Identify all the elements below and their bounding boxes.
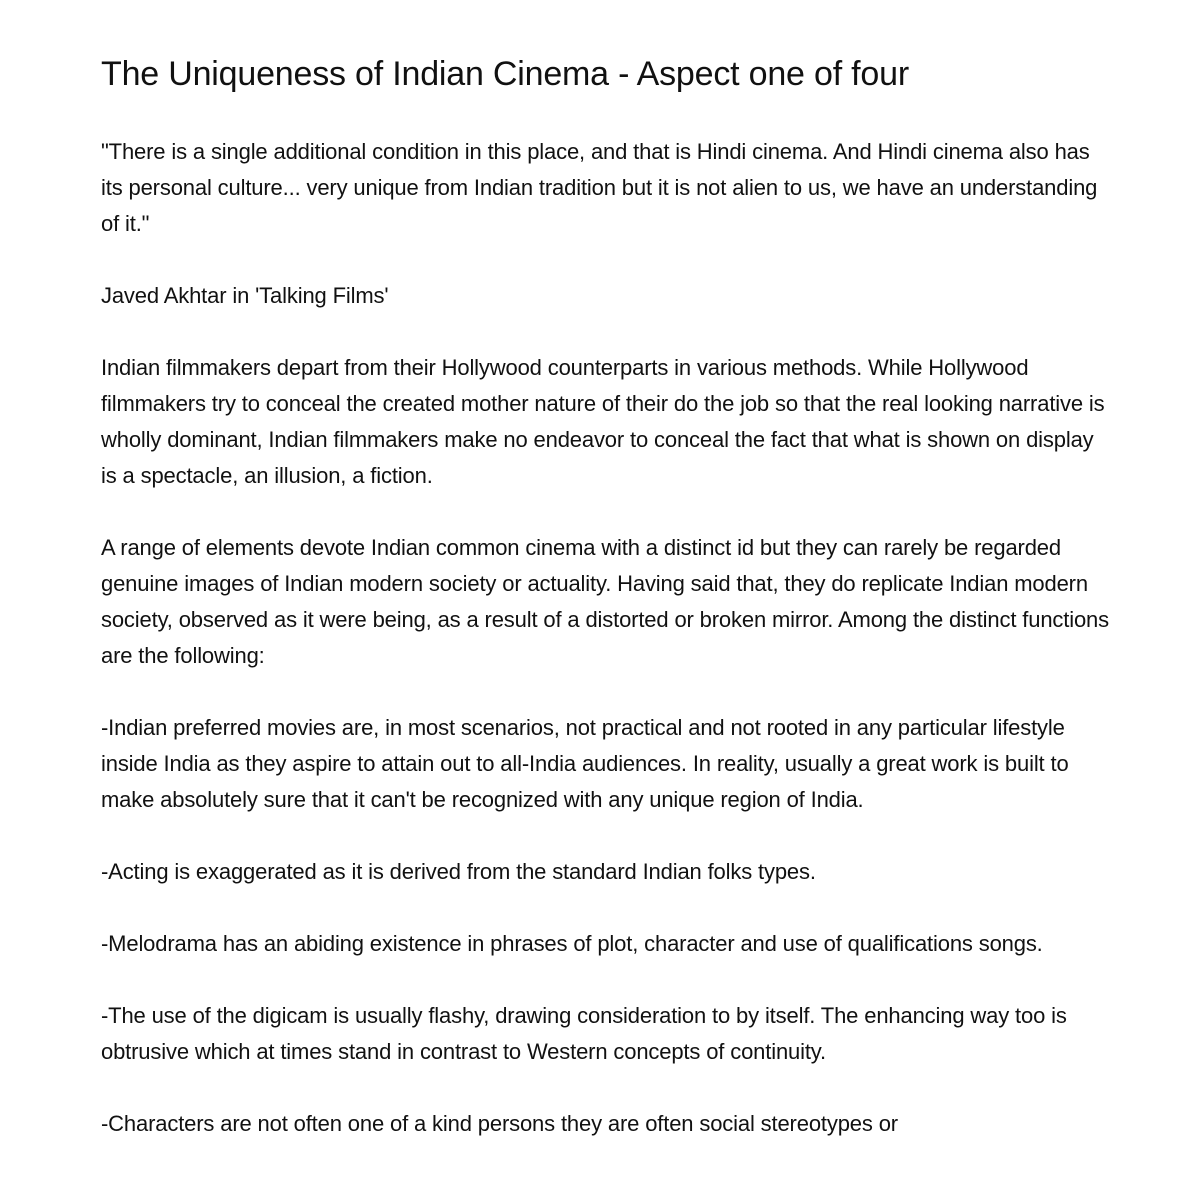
document-body (101, 134, 1111, 1178)
list-item: -Characters are not often one of a kind persons they are often social stereotypes or (101, 1111, 898, 1136)
list-item: -Acting is exaggerated as it is derived from the standard Indian folks types. (101, 859, 816, 884)
quote-attribution: Javed Akhtar in 'Talking Films' (101, 283, 389, 308)
document-title: The Uniqueness of Indian Cinema - Aspect one of four (101, 55, 909, 93)
paragraph: A range of elements devote Indian common cinema with a distinct id but they can rarely be regarded genuine images of Indian modern society or actuality. Having said that, they do replicate Indian modern society, observed as it were being, as a result of a distorted or broken mirror. Among the distinct functions are the following: (101, 535, 1109, 668)
list-item: -Indian preferred movies are, in most scenarios, not practical and not rooted in any particular lifestyle inside India as they aspire to attain out to all-India audiences. In reality, usually a great work is built to make absolutely sure that it can't be recognized with any unique region of India. (101, 715, 1069, 812)
list-item: -Melodrama has an abiding existence in phrases of plot, character and use of qualifications songs. (101, 931, 1043, 956)
quote-paragraph: "There is a single additional condition in this place, and that is Hindi cinema. And Hindi cinema also has its personal culture... very unique from Indian tradition but it is not alien to us, we have an understanding of it." (101, 139, 1098, 236)
list-item: -The use of the digicam is usually flashy, drawing consideration to by itself. The enhancing way too is obtrusive which at times stand in contrast to Western concepts of continuity. (101, 1003, 1067, 1064)
paragraph: Indian filmmakers depart from their Hollywood counterparts in various methods. While Hollywood filmmakers try to conceal the created mother nature of their do the job so that the real looking narrative is wholly dominant, Indian filmmakers make no endeavor to conceal the fact that what is shown on display is a spectacle, an illusion, a fiction. (101, 355, 1105, 488)
